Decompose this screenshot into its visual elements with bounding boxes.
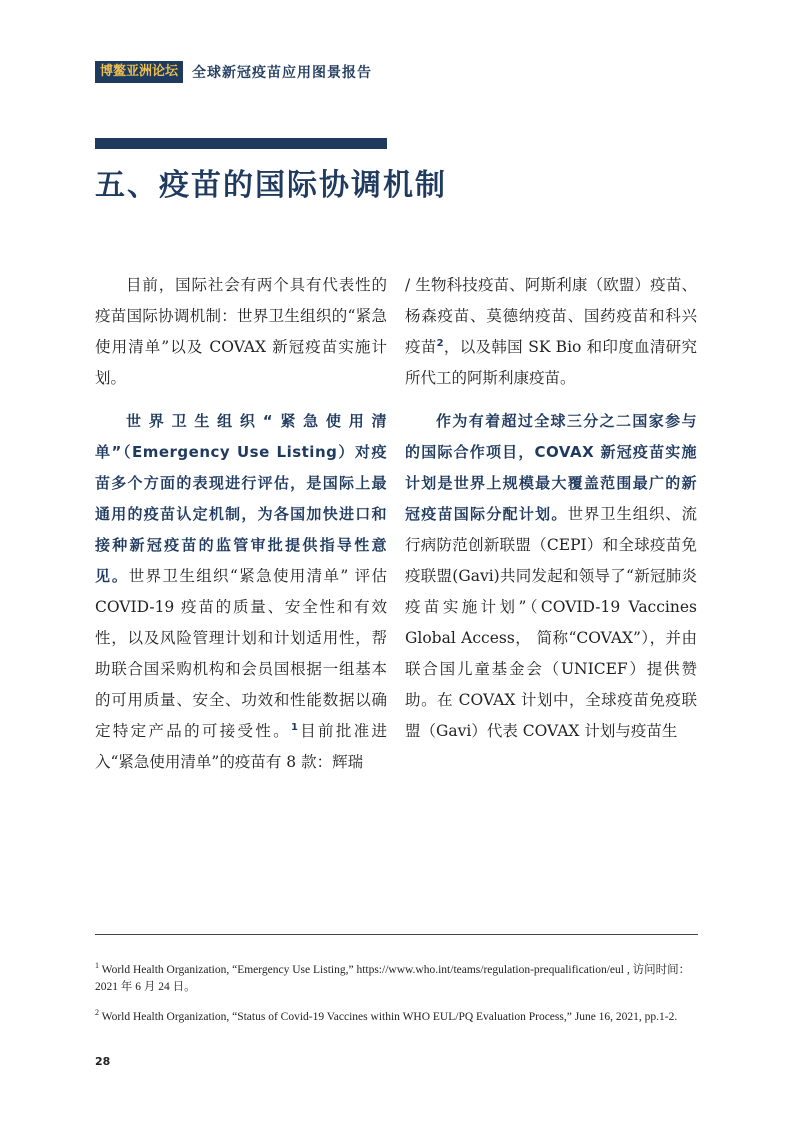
page-header	[95, 61, 372, 83]
title-accent-bar	[95, 138, 387, 149]
report-title: 全球新冠疫苗应用图景报告	[192, 65, 373, 81]
paragraph-vaccine-list	[405, 270, 697, 394]
vaccine-list-end: ，以及韩国 SK Bio 和印度血清研究所代工的阿斯利康疫苗。	[405, 338, 697, 387]
footnote-1	[95, 957, 698, 996]
footnotes	[95, 957, 698, 1034]
highlight-eul: 世界卫生组织“紧急使用清单”（Emergency Use Listing）对疫苗多个方面的表现进行评估，是国际上最通用的疫苗认定机制，为各国加快进口和接种新冠疫苗的监管审批提供指导性意见。	[95, 412, 387, 585]
highlight-covax: 作为有着超过全球三分之二国家参与的国际合作项目，COVAX 新冠疫苗实施计划是世界上规模最大覆盖范围最广的新冠疫苗国际分配计划。	[405, 412, 697, 523]
vaccine-list-start: / 生物科技疫苗、阿斯利康（欧盟）疫苗、杨森疫苗、莫德纳疫苗、国药疫苗和科兴疫苗	[405, 276, 697, 356]
footnote-number: 2	[95, 1007, 99, 1017]
footnote-divider	[95, 934, 698, 935]
section-title: 五、疫苗的国际协调机制	[95, 168, 447, 203]
footnote-text: World Health Organization, “Status of Covid-19 Vaccines within WHO EUL/PQ Evaluation Process,” June 16, 2021, pp.1-2.	[101, 1010, 678, 1023]
paragraph-covax	[405, 406, 697, 747]
footnote-text: World Health Organization, “Emergency Use Listing,” https://www.who.int/teams/regulation-prequalification/eul , 访问时间：2021 年 6 月 24 日。	[95, 963, 691, 993]
footnote-2	[95, 1004, 698, 1026]
eul-tail-text: 目前批准进入“紧急使用清单”的疫苗有 8 款：辉瑞	[95, 722, 387, 771]
footnote-ref-1[interactable]: 1	[290, 721, 298, 733]
right-column	[405, 270, 697, 759]
covax-body-text: 世界卫生组织、流行病防范创新联盟（CEPI）和全球疫苗免疫联盟(Gavi)共同发起和领导了“新冠肺炎疫苗实施计划”（COVID-19 Vaccines Global Access， 简称“COVAX”），并由联合国儿童基金会（UNICEF）提供赞助。在 COVAX 计划中，全球疫苗免疫联盟（Gavi）代表 COVAX 计划与疫苗生	[405, 505, 697, 740]
paragraph-eul	[95, 406, 387, 778]
left-column	[95, 270, 387, 790]
brand-tag: 博鳌亚洲论坛	[95, 61, 183, 83]
page-number: 28	[95, 1055, 111, 1068]
eul-body-text: 世界卫生组织“紧急使用清单” 评估 COVID-19 疫苗的质量、安全性和有效性，以及风险管理计划和计划适用性，帮助联合国采购机构和会员国根据一组基本的可用质量、安全、功效和性能数据以确定特定产品的可接受性。	[95, 567, 387, 740]
paragraph-intro: 目前，国际社会有两个具有代表性的疫苗国际协调机制：世界卫生组织的“紧急使用清单”以及 COVAX 新冠疫苗实施计划。	[95, 276, 387, 387]
footnote-ref-2[interactable]: 2	[436, 337, 444, 349]
footnote-number: 1	[95, 961, 99, 970]
